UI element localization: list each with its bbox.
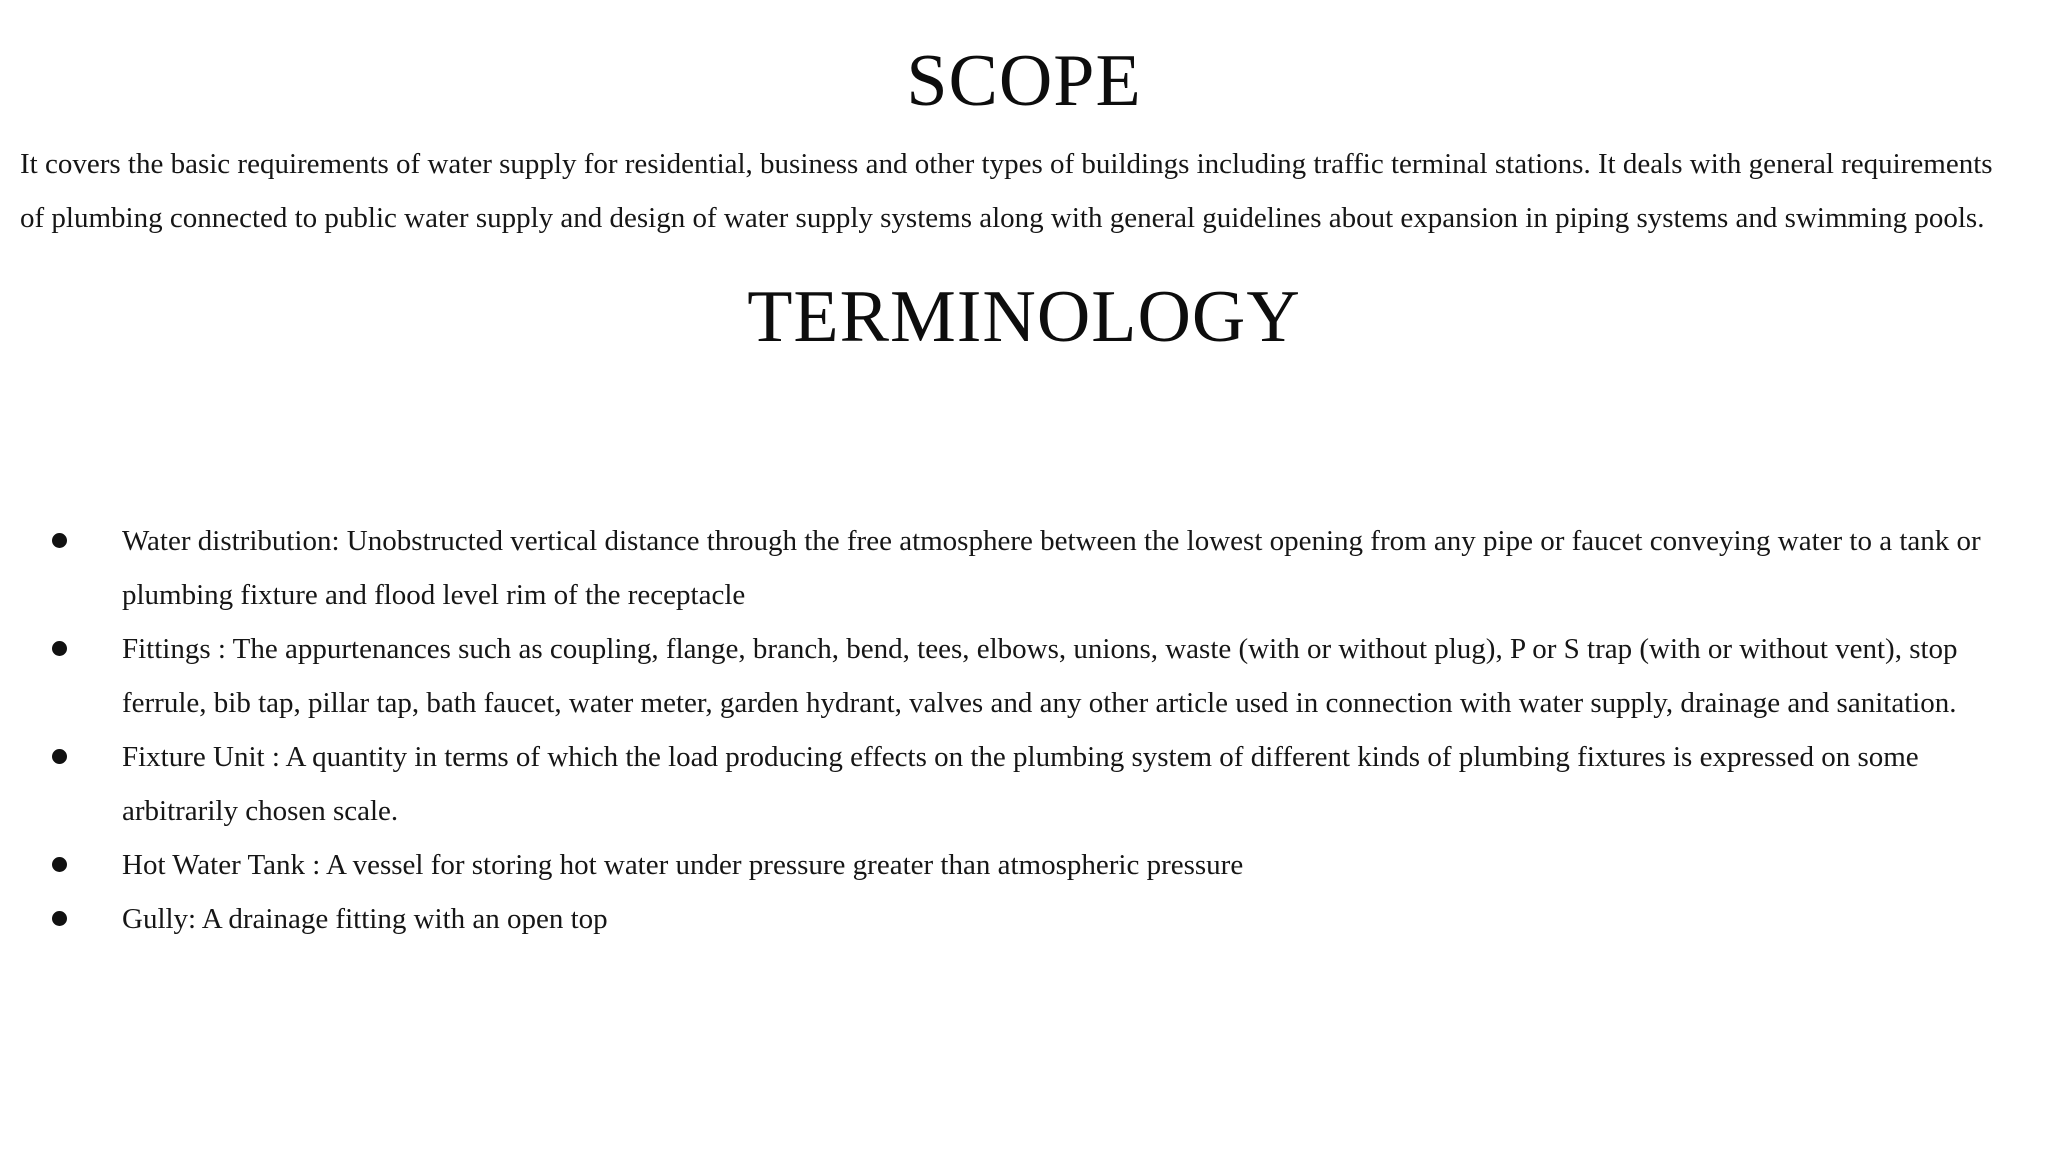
list-item: [0, 838, 2048, 892]
terminology-list: [0, 514, 2048, 946]
bullet-icon: [52, 911, 67, 926]
list-item: [0, 622, 2048, 730]
terminology-heading: TERMINOLOGY: [747, 276, 1301, 358]
bullet-icon: [52, 857, 67, 872]
scope-heading: SCOPE: [906, 40, 1142, 122]
bullet-icon: [52, 641, 67, 656]
bullet-icon: [52, 749, 67, 764]
term-text: Water distribution: Unobstructed vertical distance through the free atmosphere between the lowest opening from any pipe or faucet conveying water to a tank or plumbing fixture and flood level rim of the receptacle: [122, 525, 1981, 611]
list-item: [0, 730, 2048, 838]
term-text: Fixture Unit : A quantity in terms of which the load producing effects on the plumbing system of different kinds of plumbing fixtures is expressed on some arbitrarily chosen scale.: [122, 741, 1919, 827]
list-item: [0, 514, 2048, 622]
term-text: Fittings : The appurtenances such as coupling, flange, branch, bend, tees, elbows, unions, waste (with or without plug), P or S trap (with or without vent), stop ferrule, bib tap, pillar tap, bath faucet, water meter, garden hydrant, valves and any other article used in connection with water supply, drainage and sanitation.: [122, 633, 1958, 719]
term-text: Gully: A drainage fitting with an open top: [122, 903, 608, 935]
list-item: [0, 892, 2048, 946]
term-text: Hot Water Tank : A vessel for storing hot water under pressure greater than atmospheric pressure: [122, 849, 1244, 881]
scope-paragraph: It covers the basic requirements of water supply for residential, business and other types of buildings including traffic terminal stations. It deals with general requirements of plumbing connected to public water supply and design of water supply systems along with general guidelines about expansion in piping systems and swimming pools.: [20, 148, 1993, 234]
bullet-icon: [52, 533, 67, 548]
